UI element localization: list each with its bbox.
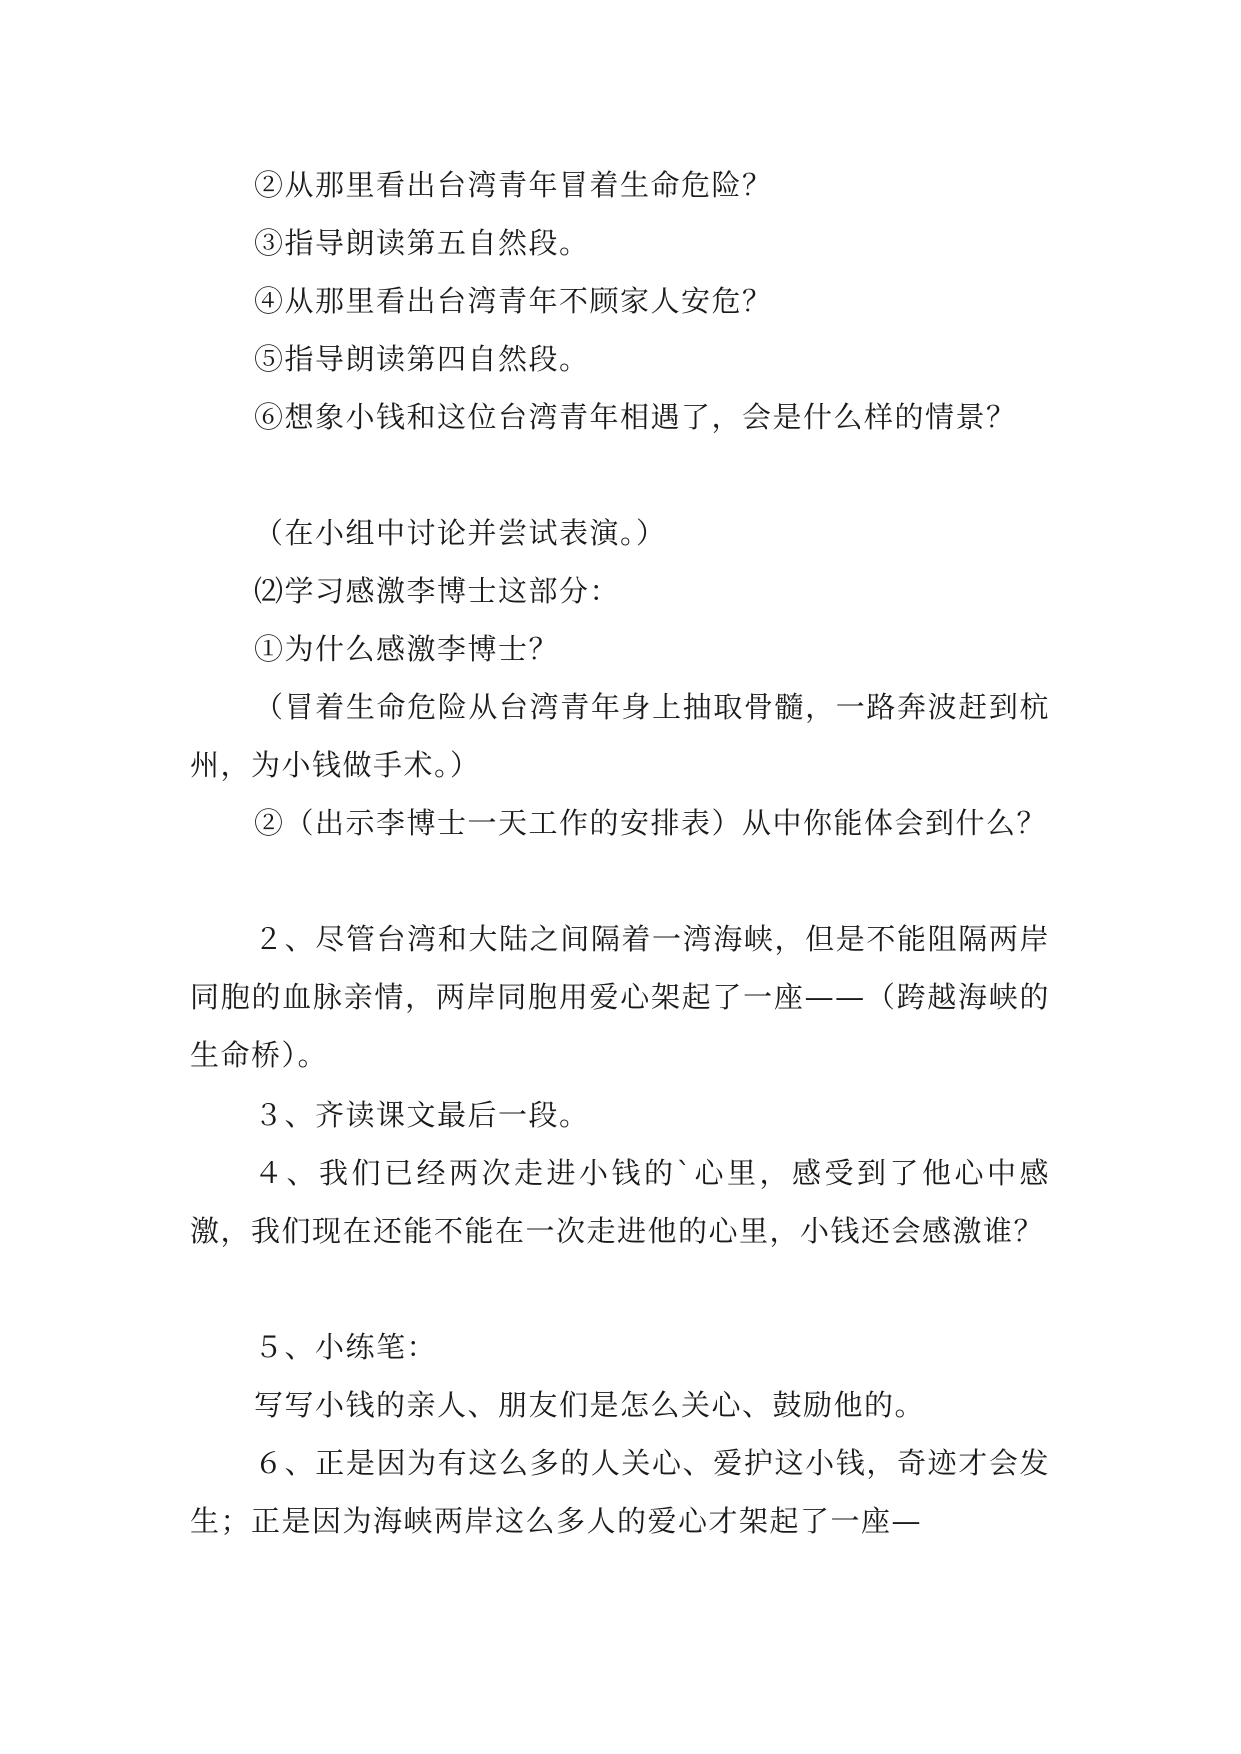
paragraph: （冒着生命危险从台湾青年身上抽取骨髓，一路奔波赶到杭州，为小钱做手术。） xyxy=(190,690,1050,782)
paragraph: ④从那里看出台湾青年不顾家人安危？ xyxy=(254,284,773,318)
paragraph: ３、齐读课文最后一段。 xyxy=(254,1098,590,1132)
paragraph: ２、尽管台湾和大陆之间隔着一湾海峡，但是不能阻隔两岸同胞的血脉亲情，两岸同胞用爱心架起了一座——（跨越海峡的生命桥）。 xyxy=(190,922,1050,1072)
paragraph: ６、正是因为有这么多的人关心、爱护这小钱，奇迹才会发生；正是因为海峡两岸这么多人的爱心才架起了一座— xyxy=(190,1446,1050,1538)
paragraph: ②（出示李博士一天工作的安排表）从中你能体会到什么？ xyxy=(254,806,1048,840)
paragraph: ②从那里看出台湾青年冒着生命危险？ xyxy=(254,168,773,202)
paragraph: ③指导朗读第五自然段。 xyxy=(254,226,590,260)
paragraph: （在小组中讨论并尝试表演。） xyxy=(254,516,667,550)
paragraph: ⑤指导朗读第四自然段。 xyxy=(254,342,590,376)
paragraph: ４、我们已经两次走进小钱的`心里，感受到了他心中感激，我们现在还能不能在一次走进他的心里，小钱还会感激谁？ xyxy=(190,1156,1050,1248)
paragraph: ①为什么感激李博士？ xyxy=(254,632,560,666)
paragraph: 写写小钱的亲人、朋友们是怎么关心、鼓励他的。 xyxy=(254,1388,926,1422)
paragraph: ⑵学习感激李博士这部分： xyxy=(254,574,621,608)
paragraph: ５、小练笔： xyxy=(254,1330,438,1364)
paragraph: ⑥想象小钱和这位台湾青年相遇了，会是什么样的情景？ xyxy=(254,400,1017,434)
